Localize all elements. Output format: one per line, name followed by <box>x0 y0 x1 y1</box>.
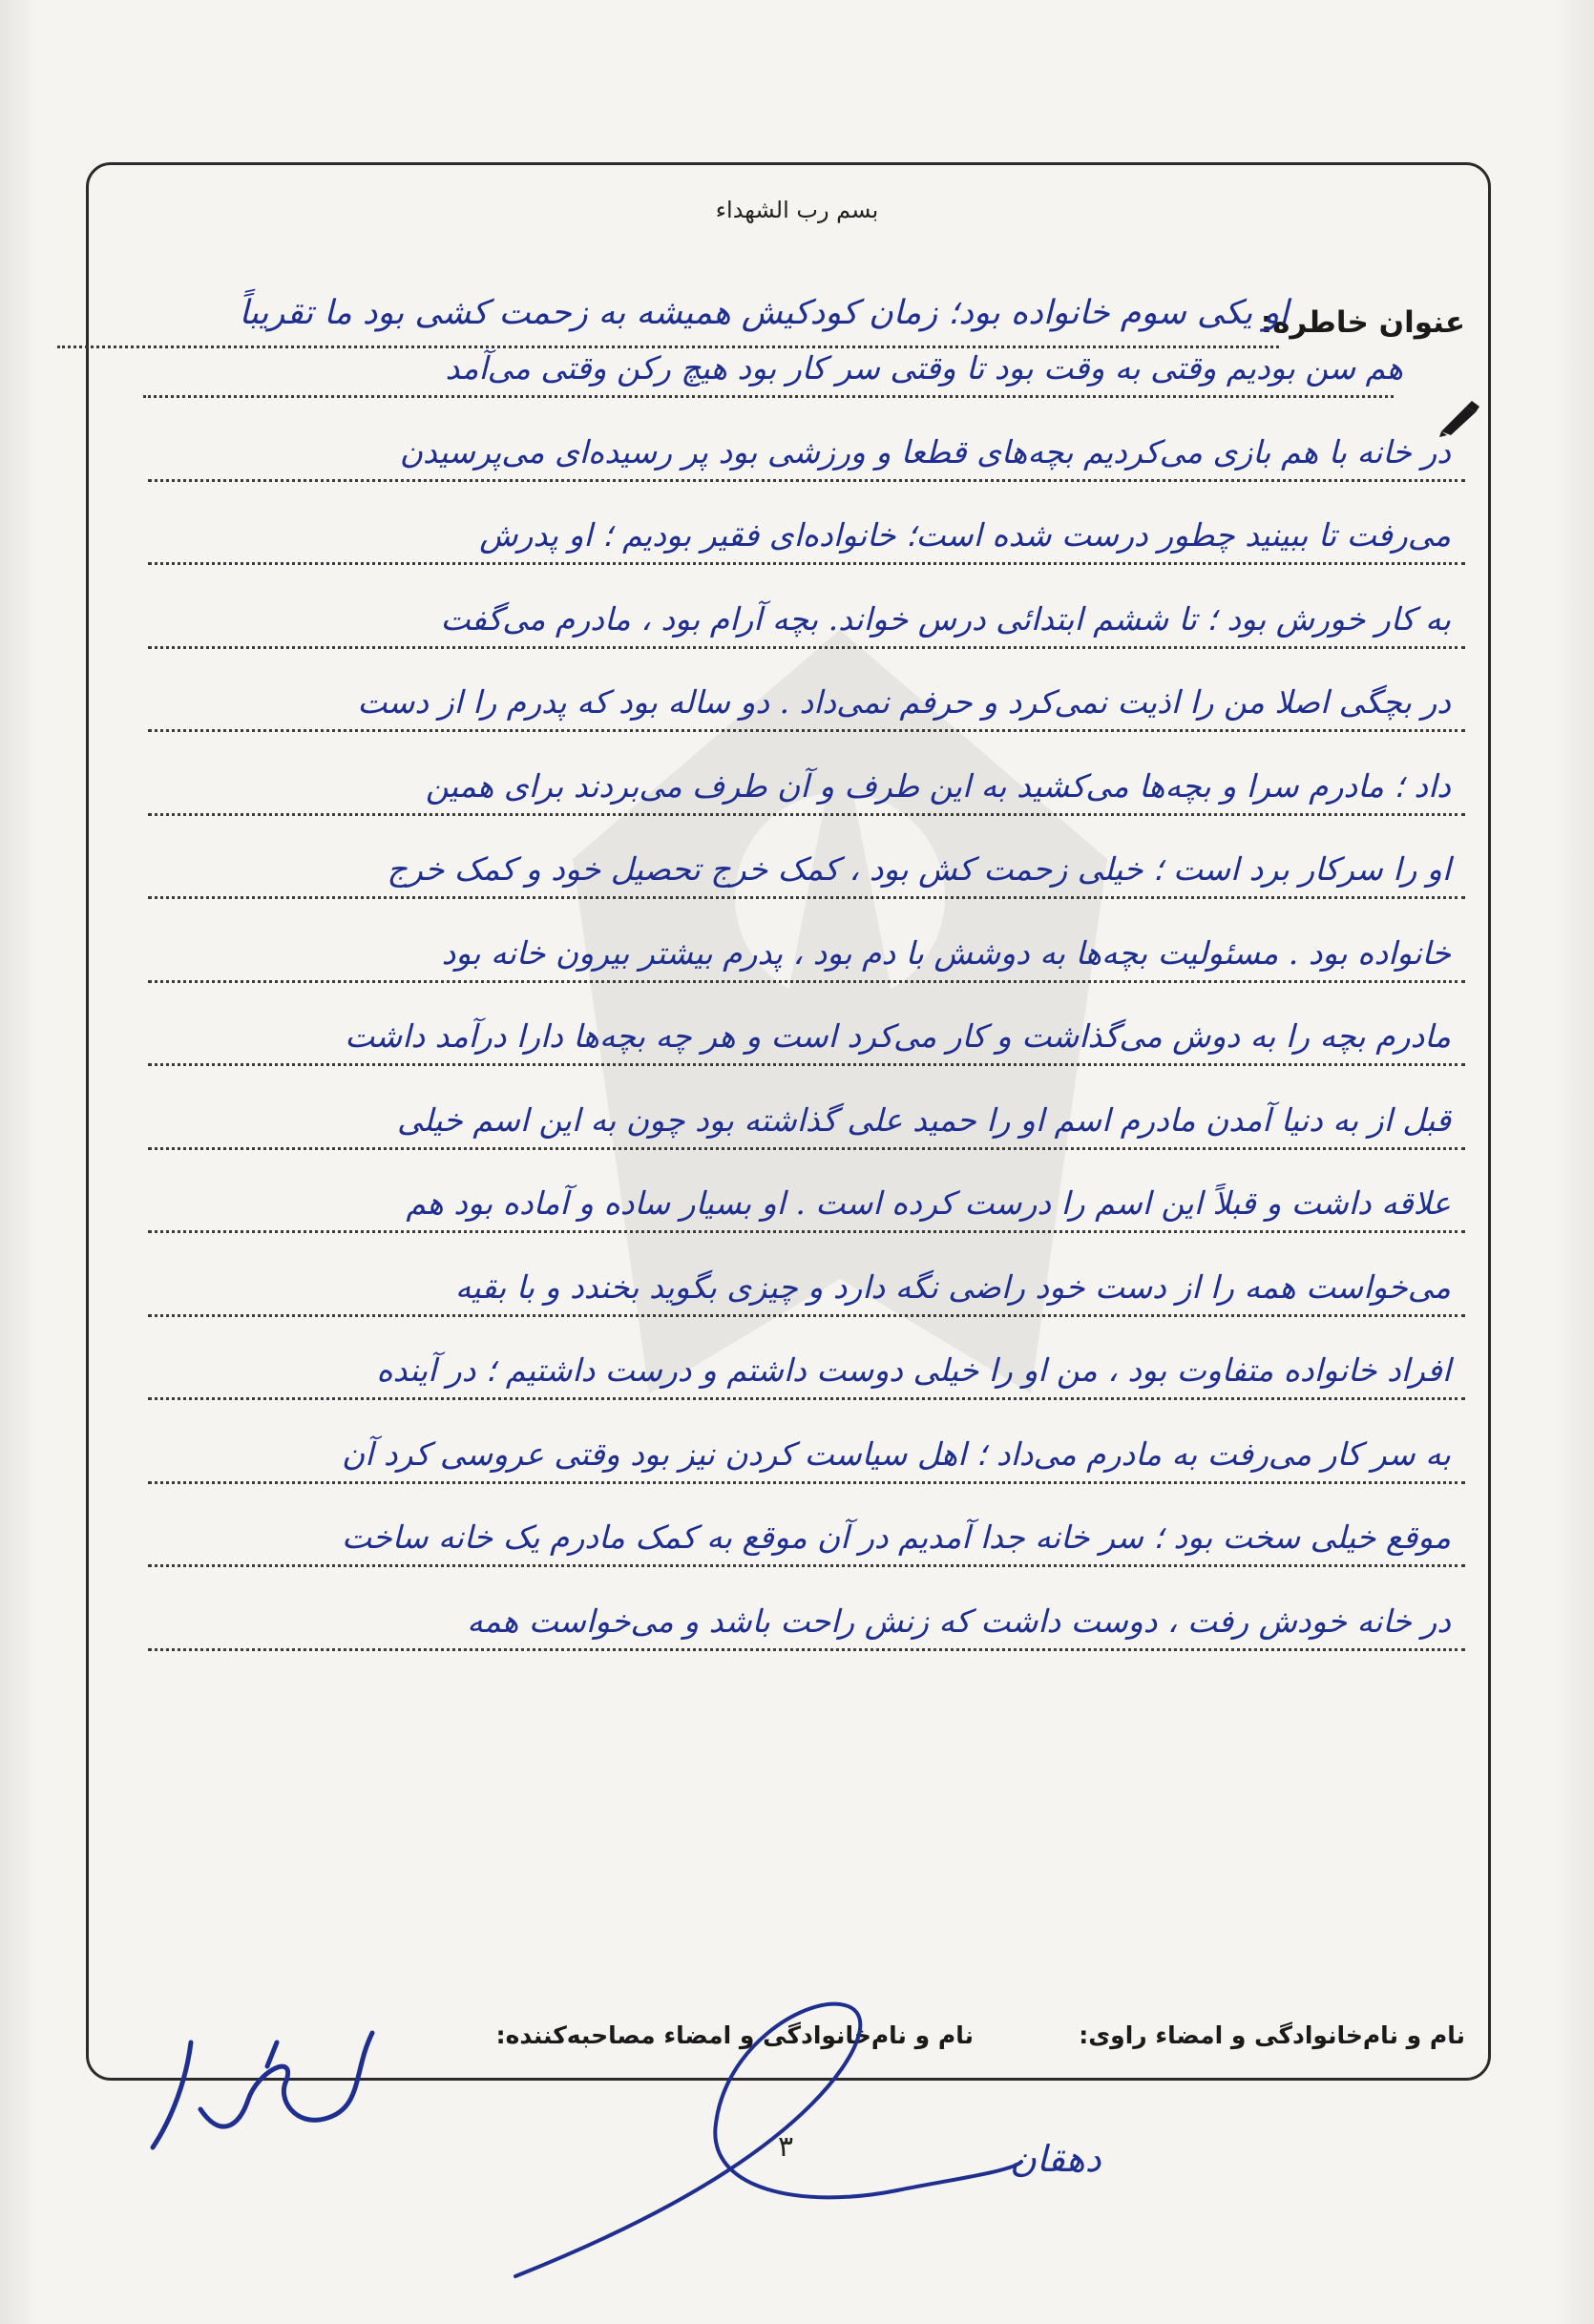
memoir-line: به سر کار می‌رفت به مادرم می‌داد ؛ اهل سیاست کردن نیز بود وقتی عروسی کرد آن <box>341 1434 1451 1473</box>
memoir-line: افراد خانواده متفاوت بود ، من او را خیلی دوست داشتم و درست داشتیم ؛ در آینده <box>376 1351 1451 1389</box>
dotted-line <box>148 1648 1465 1651</box>
memoir-line: در خانه خودش رفت ، دوست داشت که زنش راحت باشد و می‌خواست همه <box>467 1602 1451 1640</box>
dotted-line <box>148 1397 1465 1400</box>
memoir-line: در بچگی اصلا من را اذیت نمی‌کرد و حرفم نمی‌داد . دو ساله بود که پدرم را از دست <box>357 683 1451 721</box>
interviewer-signature <box>496 1990 1031 2295</box>
memoir-line: می‌خواست همه را از دست خود راضی نگه دارد و چیزی بگوید بخندد و با بقیه <box>454 1267 1451 1306</box>
page-header: بسم رب الشهداء <box>715 197 879 223</box>
dotted-line <box>148 896 1465 899</box>
dotted-line <box>148 479 1465 482</box>
dotted-line <box>148 562 1465 565</box>
page-number: ۳ <box>778 2130 794 2164</box>
pen-icon <box>1437 399 1481 437</box>
dotted-line <box>143 395 1394 398</box>
memoir-line: در خانه با هم بازی می‌کردیم بچه‌های قطعا و ورزشی بود پر رسیده‌ای می‌پرسیدن <box>399 432 1451 471</box>
memoir-line: او را سرکار برد است ؛ خیلی زحمت کش بود ، کمک خرج تحصیل خود و کمک خرج <box>387 850 1451 888</box>
interviewer-signature-label: نام و نام‌خانوادگی و امضاء مصاحبه‌کننده: <box>495 2021 974 2049</box>
memoir-line: مادرم بچه را به دوش می‌گذاشت و کار می‌کرد است و هر چه بچه‌ها دارا درآمد داشت <box>345 1017 1451 1055</box>
memoir-line: علاقه داشت و قبلاً این اسم را درست کرده است . او بسیار ساده و آماده بود هم <box>406 1184 1451 1222</box>
narrator-signature-label: نام و نام‌خانوادگی و امضاء راوی: <box>1079 2021 1465 2049</box>
memoir-line: خانواده بود . مسئولیت بچه‌ها به دوشش با دم بود ، پدرم بیشتر بیرون خانه بود <box>441 933 1451 972</box>
interviewer-name: دهقان <box>1010 2138 1101 2180</box>
narrator-signature <box>134 2014 382 2157</box>
memoir-line: داد ؛ مادرم سرا و بچه‌ها می‌کشید به این طرف و آن طرف می‌بردند برای همین <box>425 766 1451 805</box>
dotted-line <box>148 1314 1465 1317</box>
dotted-line <box>148 1063 1465 1066</box>
dotted-line <box>148 1564 1465 1567</box>
dotted-line <box>148 980 1465 983</box>
memoir-title-label: عنوان خاطره: <box>1260 305 1465 340</box>
dotted-line <box>148 1481 1465 1484</box>
memoir-line: به کار خورش بود ؛ تا ششم ابتدائی درس خواند. بچه آرام بود ، مادرم می‌گفت <box>440 599 1451 638</box>
dotted-line <box>148 813 1465 816</box>
memoir-line: هم سن بودیم وقتی به وقت بود تا وقتی سر کار بود هیچ رکن وقتی می‌آمد <box>445 349 1403 387</box>
dotted-line <box>57 345 1279 348</box>
memoir-line: موقع خیلی سخت بود ؛ سر خانه جدا آمدیم در آن موقع به کمک مادرم یک خانه ساخت <box>342 1518 1451 1556</box>
dotted-line <box>148 646 1465 649</box>
memoir-title-value: او یکی سوم خانواده بود؛ زمان کودکیش همیشه به زحمت کشی بود ما تقریباً <box>239 294 1289 332</box>
memoir-line: قبل از به دنیا آمدن مادرم اسم او را حمید علی گذاشته بود چون به این اسم خیلی <box>396 1100 1451 1139</box>
dotted-line <box>148 1147 1465 1150</box>
dotted-line <box>148 729 1465 732</box>
dotted-line <box>148 1230 1465 1233</box>
memoir-line: می‌رفت تا ببینید چطور درست شده است؛ خانواده‌ای فقیر بودیم ؛ او پدرش <box>479 516 1451 554</box>
